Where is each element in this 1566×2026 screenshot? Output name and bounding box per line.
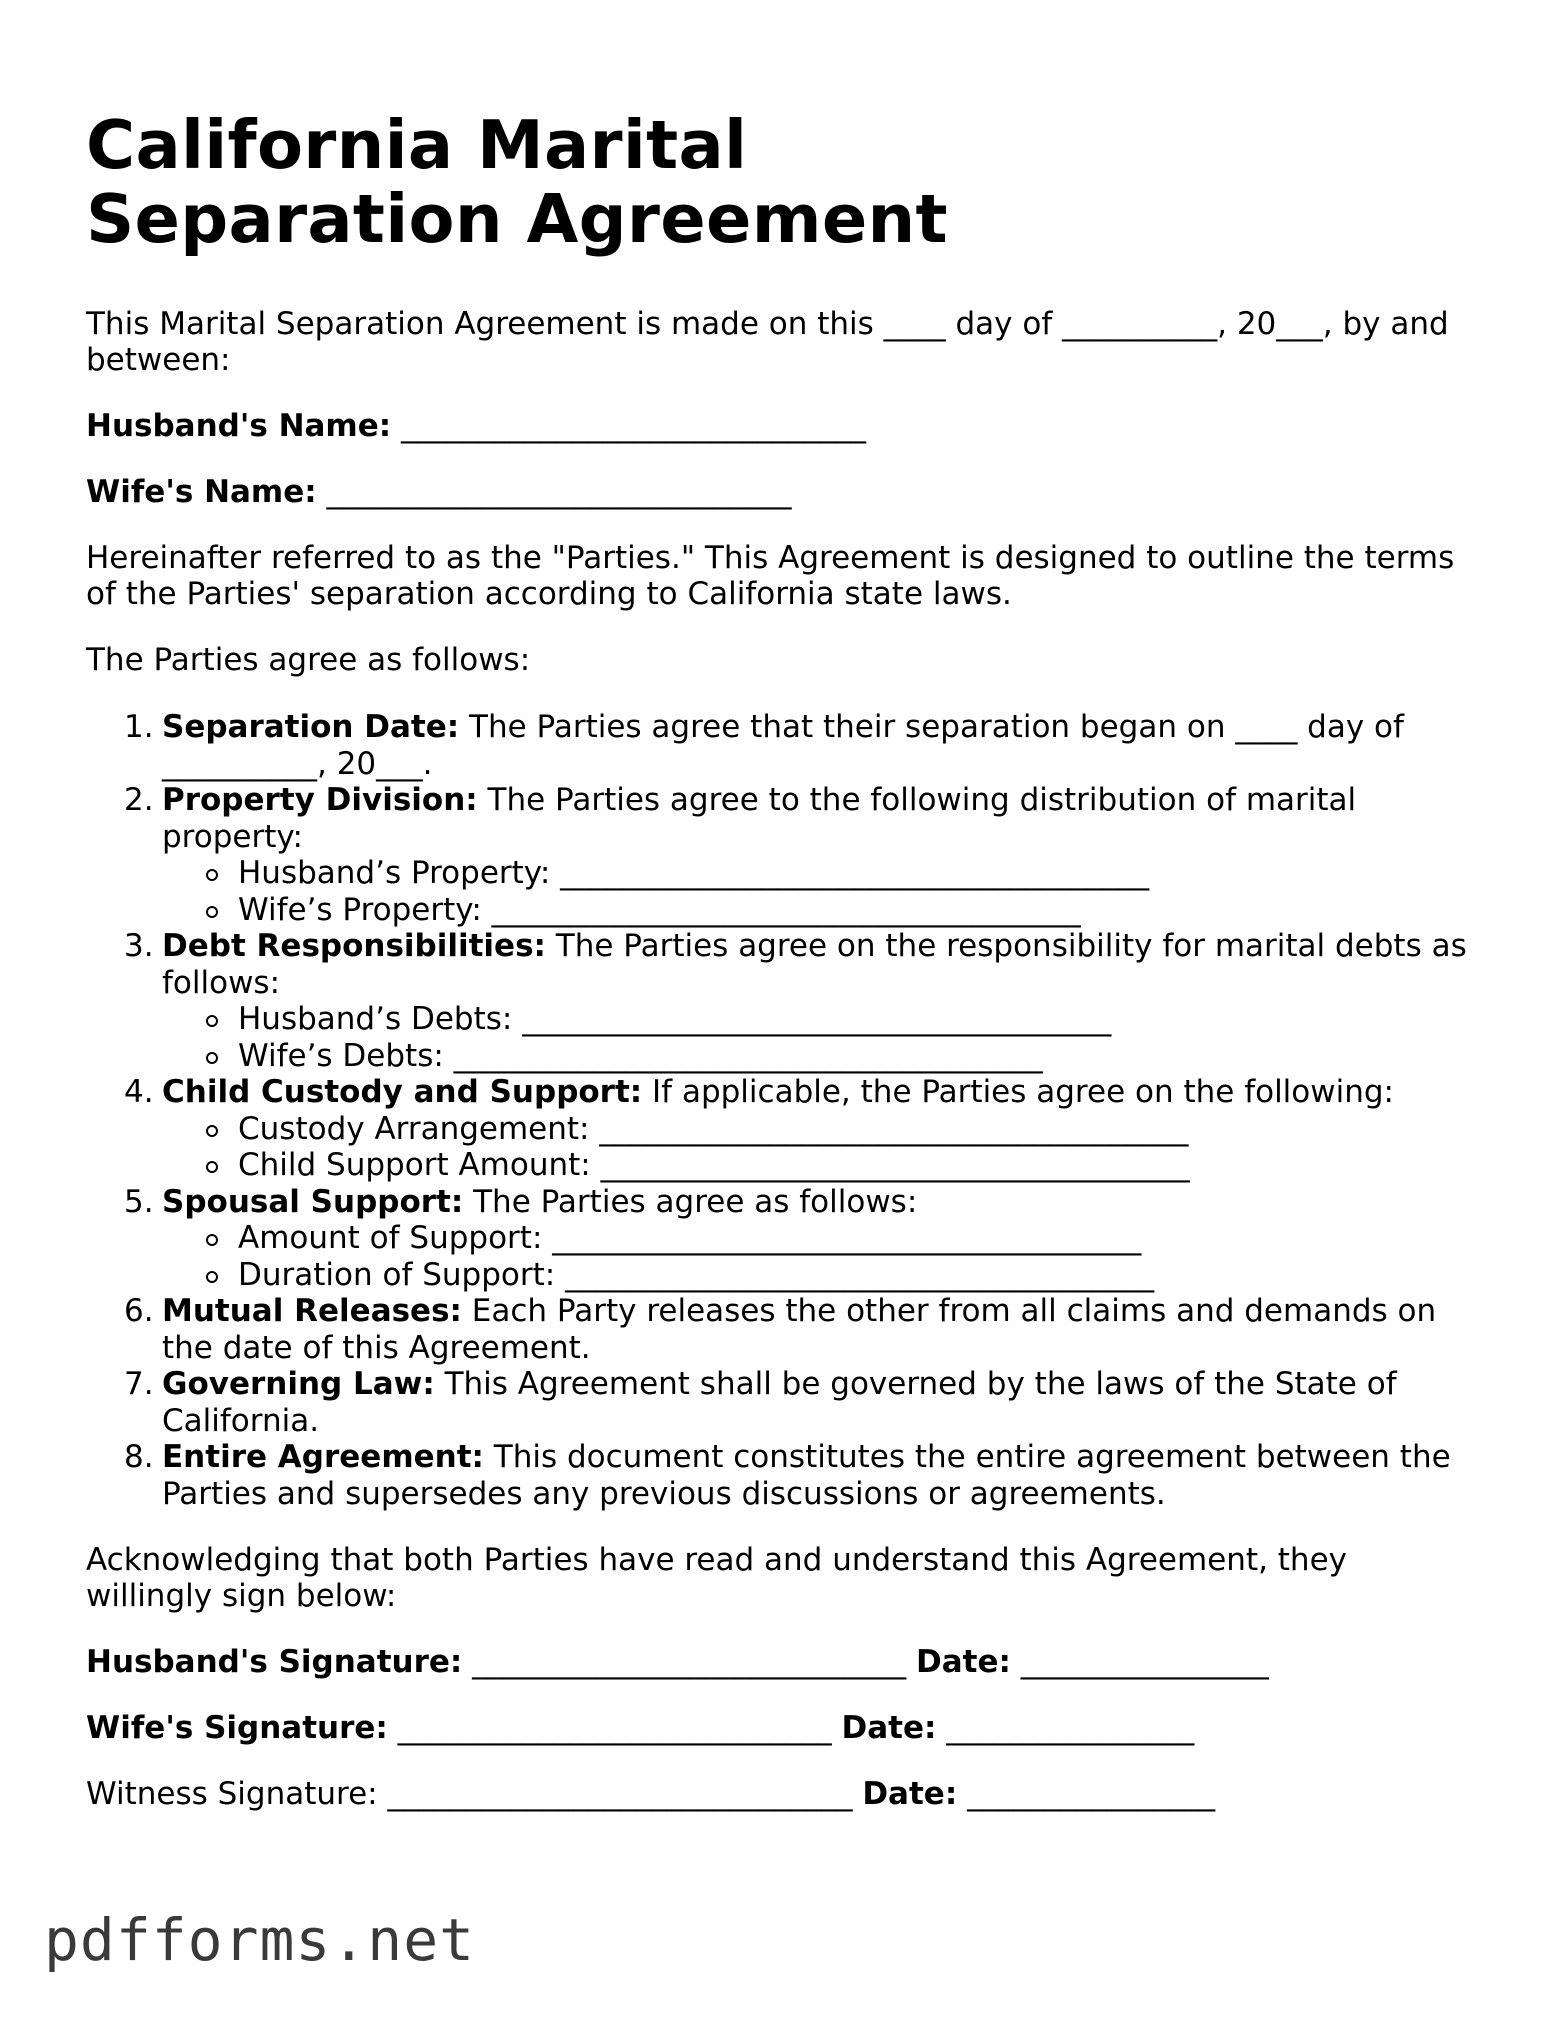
term-number: 5. <box>124 1183 154 1220</box>
agree-intro: The Parties agree as follows: <box>86 642 531 678</box>
term-text: The Parties agree on the responsibility for marital debts as follows: <box>162 928 1467 1001</box>
husband-signature-line <box>86 1644 1486 1680</box>
wife-name-label: Wife's Name: <box>86 474 317 510</box>
term-text: The Parties agree to the following distribution of marital property: <box>162 782 1357 855</box>
document-page <box>86 108 1486 1812</box>
term-item <box>86 709 1486 782</box>
circle-bullet-icon <box>206 1052 218 1064</box>
sub-item <box>162 1111 1486 1148</box>
sub-item-text: Wife’s Debts: ______________________________________ <box>238 1037 1043 1074</box>
terms-list <box>86 709 1486 1512</box>
watermark: pdfforms.net <box>44 1906 476 1974</box>
sub-list <box>162 1220 1486 1293</box>
circle-bullet-icon <box>206 1234 218 1246</box>
sub-item-text: Custody Arrangement: ______________________________________ <box>238 1110 1189 1147</box>
circle-bullet-icon <box>206 1271 218 1283</box>
term-item <box>86 1366 1486 1439</box>
sub-list <box>162 855 1486 928</box>
wife-name-field <box>86 474 1486 510</box>
term-number: 7. <box>124 1366 154 1402</box>
hereinafter-paragraph: Hereinafter referred to as the "Parties." This Agreement is designed to outline the terms of the Parties' separation according to California state laws. <box>86 540 1455 612</box>
sub-item <box>162 1147 1486 1184</box>
circle-bullet-icon <box>206 906 218 918</box>
husband-date-blank: ________________ <box>1020 1644 1269 1680</box>
husband-name-label: Husband's Name: <box>86 408 392 444</box>
witness-date-blank: ________________ <box>967 1776 1216 1812</box>
term-number: 8. <box>124 1439 154 1475</box>
term-text: The Parties agree as follows: <box>463 1183 918 1220</box>
husband-name-blank: ______________________________ <box>401 408 867 444</box>
term-text: The Parties agree that their separation began on ____ day of __________, 20___. <box>162 709 1404 782</box>
wife-name-blank: ______________________________ <box>326 474 792 510</box>
sub-item-text: Duration of Support: ______________________________________ <box>238 1256 1155 1293</box>
witness-signature-blank: ______________________________ <box>387 1776 853 1812</box>
witness-date-label: Date: <box>862 1776 958 1812</box>
term-heading: Entire Agreement: <box>162 1439 484 1475</box>
term-number: 1. <box>124 709 154 745</box>
term-item <box>86 1074 1486 1184</box>
sub-list <box>162 1111 1486 1184</box>
husband-signature-label: Husband's Signature: <box>86 1644 463 1680</box>
sub-item <box>162 1038 1486 1075</box>
term-item <box>86 1293 1486 1366</box>
wife-date-label: Date: <box>841 1710 937 1746</box>
circle-bullet-icon <box>206 1015 218 1027</box>
sub-item-text: Child Support Amount: ______________________________________ <box>238 1147 1190 1183</box>
term-text: If applicable, the Parties agree on the following: <box>642 1074 1394 1110</box>
sub-item <box>162 892 1486 929</box>
sub-item <box>162 1001 1486 1038</box>
term-number: 3. <box>124 928 154 964</box>
term-heading: Spousal Support: <box>162 1183 464 1220</box>
term-text: This Agreement shall be governed by the laws of the State of California. <box>162 1366 1397 1439</box>
circle-bullet-icon <box>206 869 218 881</box>
wife-signature-line <box>86 1710 1486 1746</box>
term-heading: Debt Responsibilities: <box>162 928 546 964</box>
sub-item <box>162 855 1486 892</box>
sub-item-text: Husband’s Debts: ______________________________________ <box>238 1001 1112 1037</box>
sub-item <box>162 1220 1486 1257</box>
husband-name-field <box>86 408 1486 444</box>
term-item <box>86 782 1486 928</box>
term-item <box>86 1184 1486 1294</box>
wife-signature-label: Wife's Signature: <box>86 1710 388 1746</box>
term-number: 4. <box>124 1074 154 1110</box>
term-heading: Separation Date: <box>162 709 460 745</box>
circle-bullet-icon <box>206 1161 218 1173</box>
wife-signature-blank: ____________________________ <box>397 1710 832 1746</box>
term-heading: Mutual Releases: <box>162 1293 462 1329</box>
husband-signature-blank: ____________________________ <box>472 1644 907 1680</box>
circle-bullet-icon <box>206 1125 218 1137</box>
term-number: 2. <box>124 782 154 818</box>
term-number: 6. <box>124 1293 154 1329</box>
term-item <box>86 1439 1486 1512</box>
witness-signature-label: Witness Signature: <box>86 1776 378 1812</box>
term-heading: Property Division: <box>162 782 478 818</box>
term-text: This document constitutes the entire agreement between the Parties and supersedes any previous discussions or agreements. <box>162 1439 1451 1512</box>
term-text: Each Party releases the other from all claims and demands on the date of this Agreement. <box>162 1293 1437 1366</box>
sub-item <box>162 1257 1486 1294</box>
term-heading: Child Custody and Support: <box>162 1074 643 1110</box>
sub-item-text: Husband’s Property: ______________________________________ <box>238 855 1150 891</box>
term-item <box>86 928 1486 1074</box>
acknowledgement-paragraph: Acknowledging that both Parties have read and understand this Agreement, they willingly sign below: <box>86 1542 1347 1614</box>
sub-list <box>162 1001 1486 1074</box>
intro-paragraph: This Marital Separation Agreement is made on this ____ day of __________, 20___, by and between: <box>86 306 1449 378</box>
document-title: California Marital Separation Agreement <box>86 106 948 258</box>
witness-signature-line <box>86 1776 1486 1812</box>
sub-item-text: Wife’s Property: ______________________________________ <box>238 891 1081 928</box>
wife-date-blank: ________________ <box>946 1710 1195 1746</box>
term-heading: Governing Law: <box>162 1366 435 1402</box>
husband-date-label: Date: <box>916 1644 1011 1680</box>
sub-item-text: Amount of Support: ______________________________________ <box>238 1220 1142 1256</box>
